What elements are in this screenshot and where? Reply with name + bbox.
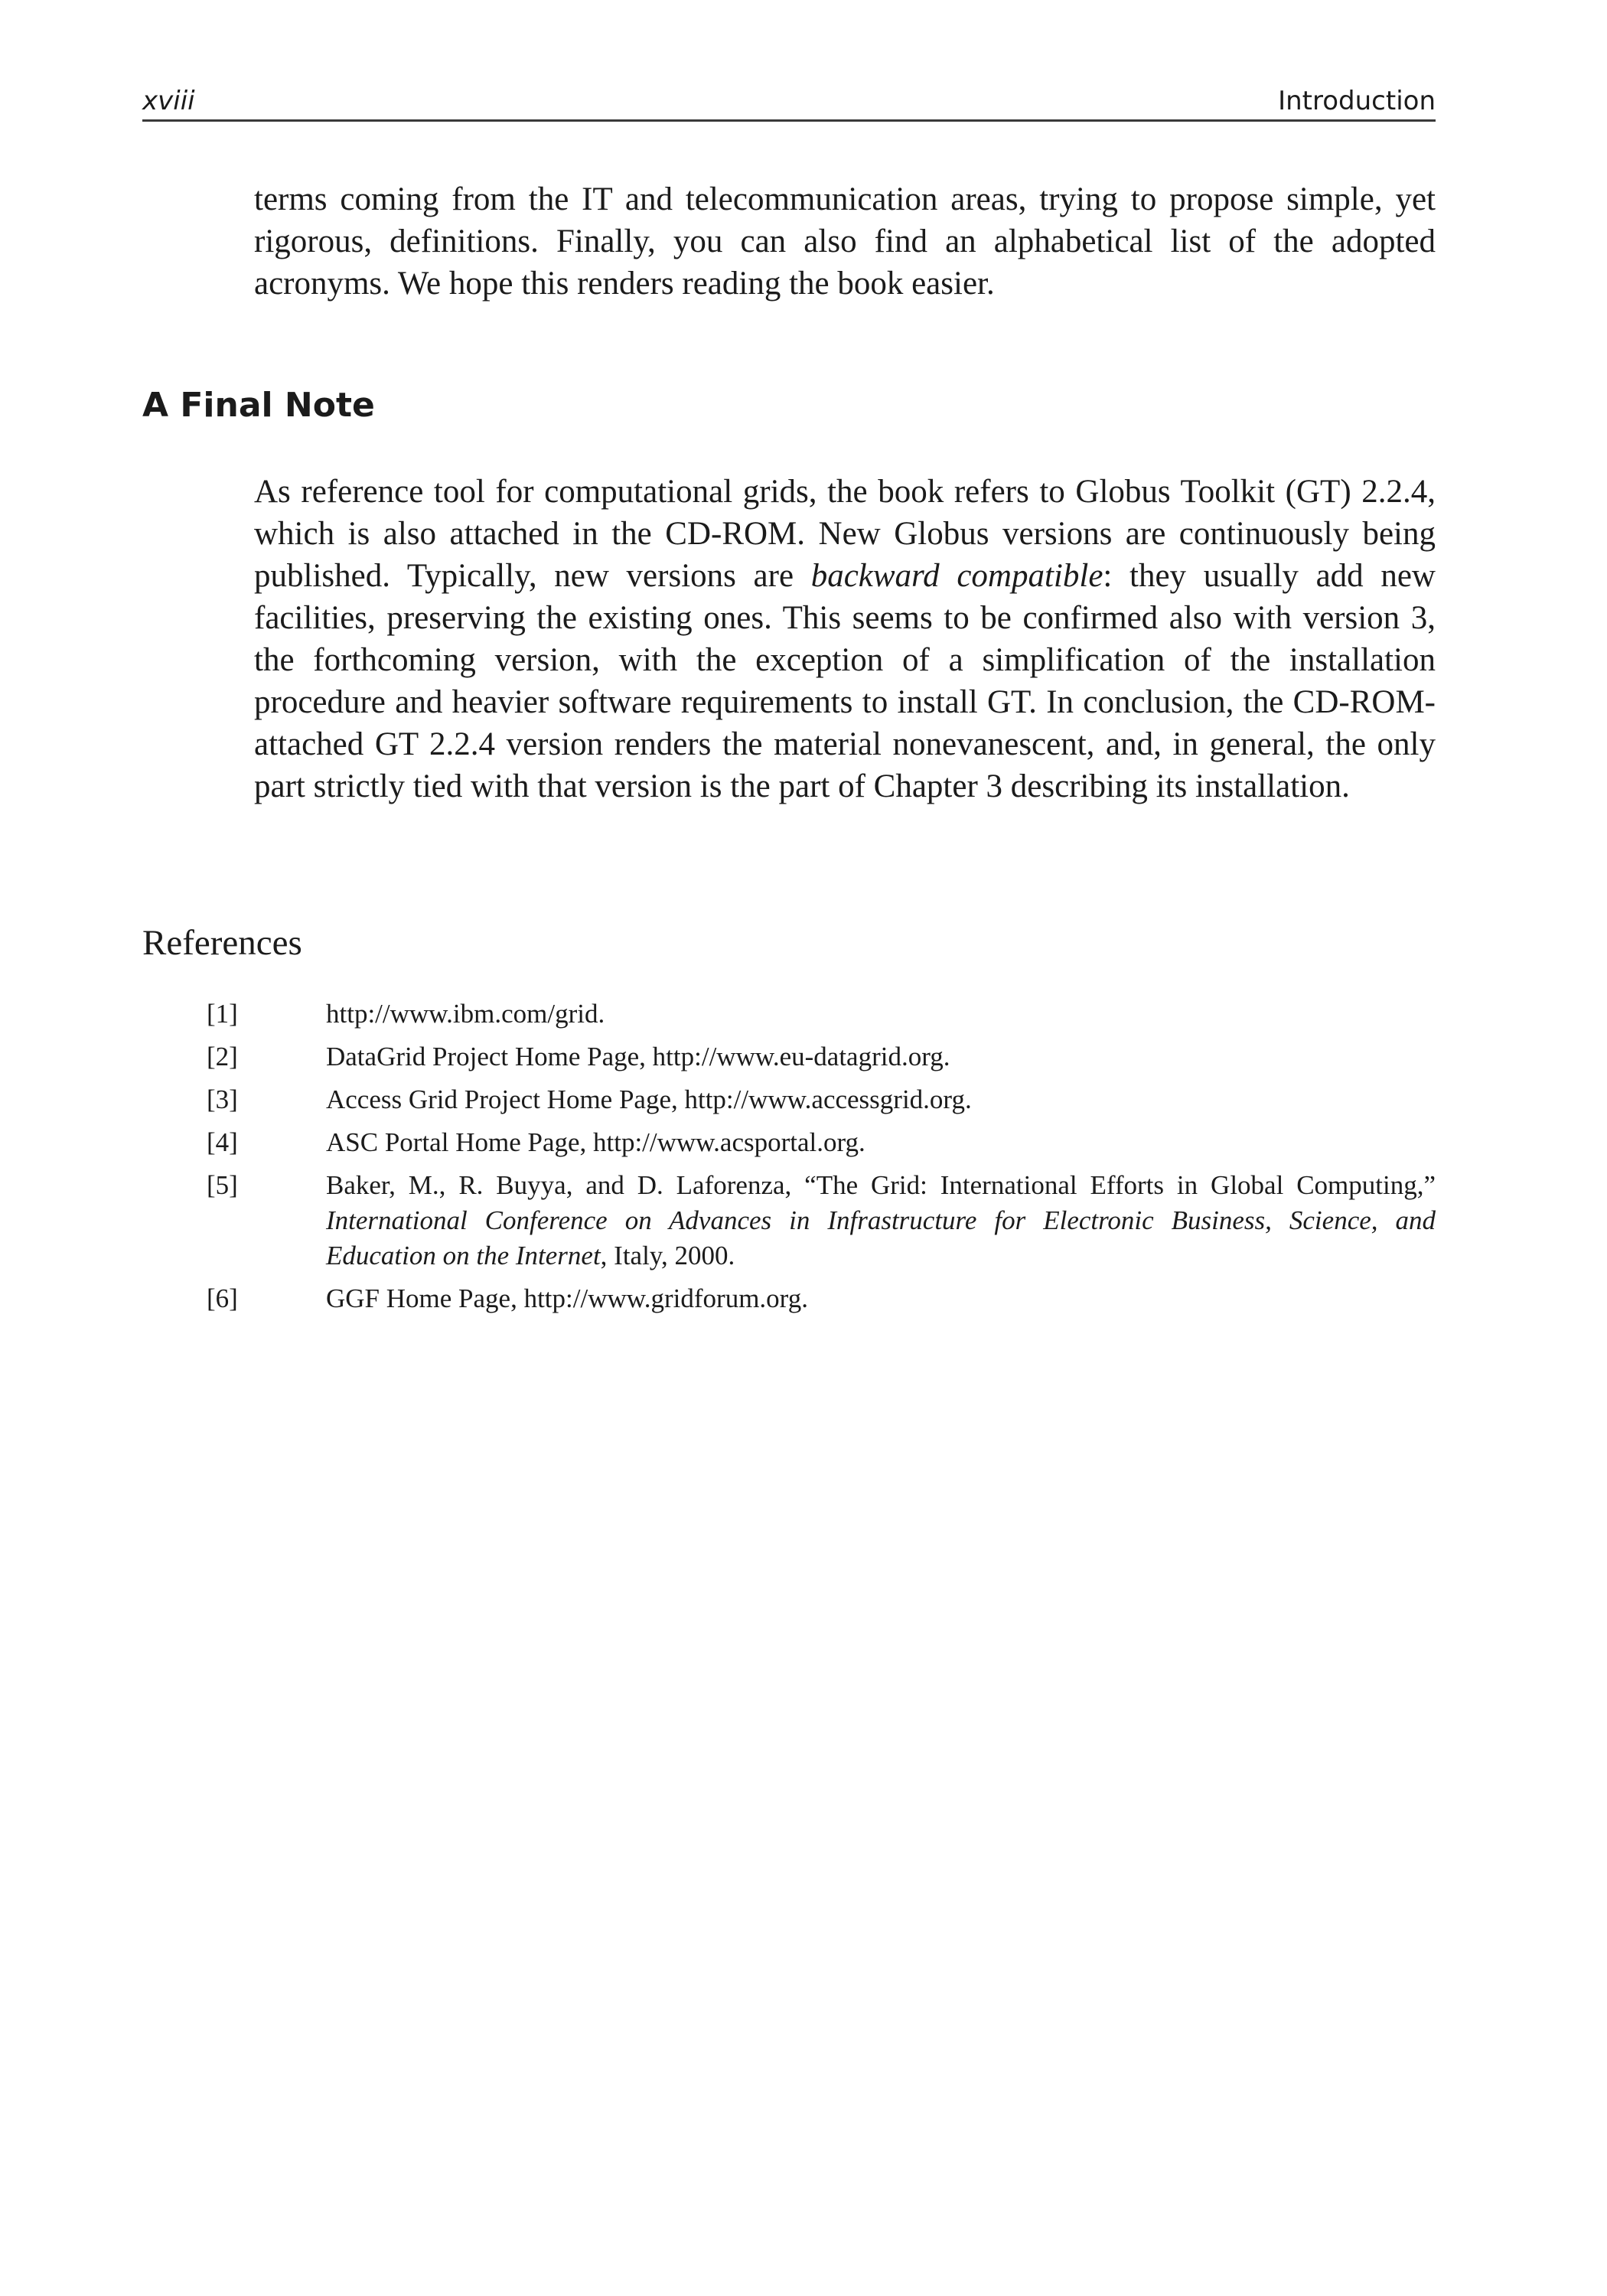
intro-continuation-paragraph: terms coming from the IT and telecommunication areas, trying to propose simple, yet rigorous, definitions. Finally, you can also find an alphabetical list of the adopted acronyms. We hope this renders reading the book easier. xyxy=(254,181,1436,302)
reference-text-start: Baker, M., R. Buyya, and D. Laforenza, “The Grid: International Efforts in Global Computing,” xyxy=(326,1170,1436,1200)
reference-text: ASC Portal Home Page, http://www.acsportal.org. xyxy=(326,1127,865,1157)
reference-text xyxy=(326,1170,1436,1270)
reference-item-3 xyxy=(207,1082,1436,1117)
references-heading: References xyxy=(142,923,302,963)
reference-text-end: , Italy, 2000. xyxy=(600,1241,735,1270)
final-note-text-end: : they usually add new facilities, preserving the existing ones. This seems to be confirmed also with version 3, the forthcoming version, with the exception of a simplification of the installation procedure and heavier software requirements to install GT. In conclusion, the CD-ROM-attached GT 2.2.4 version renders the material nonevanescent, and, in general, the only part strictly tied with that version is the part of Chapter 3 describing its installation. xyxy=(254,558,1436,804)
section-heading-final-note: A Final Note xyxy=(142,386,375,425)
reference-number: [5] xyxy=(207,1170,238,1200)
running-header xyxy=(142,81,1436,121)
reference-number: [4] xyxy=(207,1127,238,1157)
reference-item-4 xyxy=(207,1125,1436,1160)
final-note-text-start: As reference tool for computational grids, the book refers to Globus Toolkit (GT) 2.2.4, which is also attached in the CD-ROM. New Globus versions are continuously being published. Typically, new versions are xyxy=(254,474,1436,594)
running-head-title: Introduction xyxy=(1278,86,1436,116)
reference-number: [1] xyxy=(207,999,238,1029)
reference-text: DataGrid Project Home Page, http://www.eu-datagrid.org. xyxy=(326,1042,950,1071)
reference-item-6 xyxy=(207,1281,1436,1316)
header-rule xyxy=(142,119,1436,122)
reference-number: [6] xyxy=(207,1283,238,1313)
reference-text: GGF Home Page, http://www.gridforum.org. xyxy=(326,1283,808,1313)
final-note-paragraph xyxy=(254,471,1436,807)
reference-text: http://www.ibm.com/grid. xyxy=(326,999,605,1029)
reference-number: [2] xyxy=(207,1042,238,1071)
reference-item-1 xyxy=(207,996,1436,1032)
reference-number: [3] xyxy=(207,1084,238,1114)
reference-item-5 xyxy=(207,1168,1436,1274)
reference-item-2 xyxy=(207,1039,1436,1075)
emphasis-backward-compatible: backward compatible xyxy=(810,558,1103,594)
reference-text: Access Grid Project Home Page, http://www.accessgrid.org. xyxy=(326,1084,972,1114)
reference-venue-italic: International Conference on Advances in Infrastructure for Electronic Business, Science, and Education on the Internet xyxy=(326,1205,1436,1270)
reference-list xyxy=(207,996,1436,1324)
page-number: xviii xyxy=(142,86,195,116)
